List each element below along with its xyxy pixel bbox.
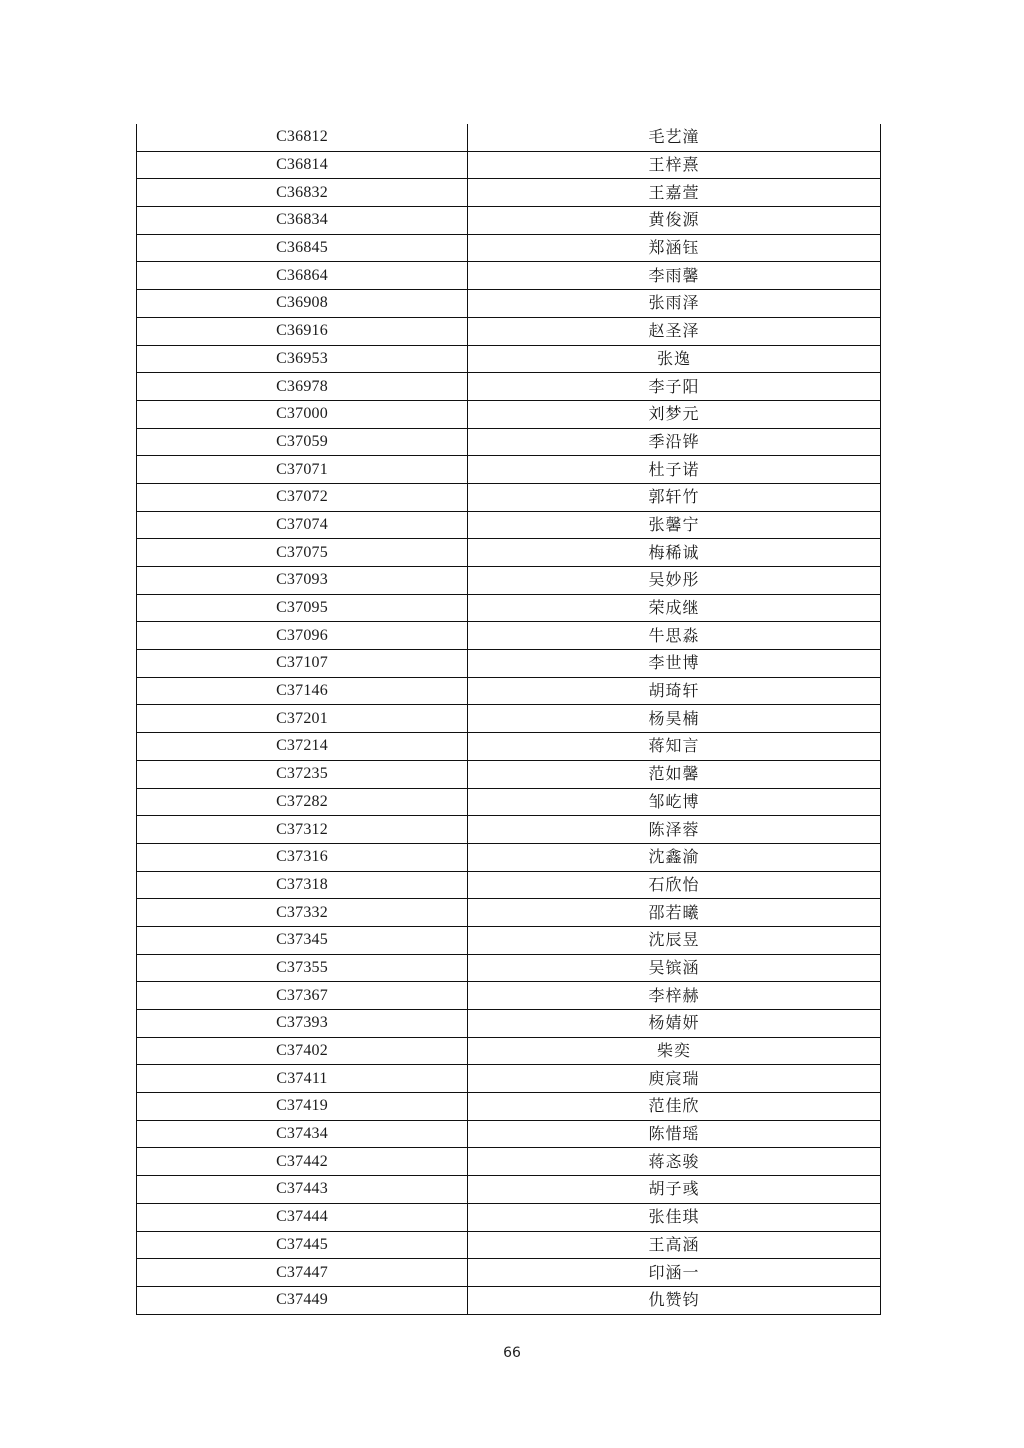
candidate-name-cell: 陈惜瑶 bbox=[468, 1120, 881, 1148]
table-row bbox=[137, 1010, 881, 1038]
table-row bbox=[137, 124, 881, 151]
candidate-id-cell: C37318 bbox=[137, 871, 468, 899]
candidate-id-cell: C37447 bbox=[137, 1259, 468, 1287]
table-row bbox=[137, 317, 881, 345]
candidate-name-cell: 胡子彧 bbox=[468, 1176, 881, 1204]
table-row bbox=[137, 1176, 881, 1204]
table-row bbox=[137, 760, 881, 788]
candidate-id-cell: C37419 bbox=[137, 1093, 468, 1121]
candidate-name-cell: 蒋忞骏 bbox=[468, 1148, 881, 1176]
candidate-name-cell: 李子阳 bbox=[468, 373, 881, 401]
candidate-id-cell: C37201 bbox=[137, 705, 468, 733]
table-row bbox=[137, 179, 881, 207]
candidate-id-cell: C37072 bbox=[137, 483, 468, 511]
candidate-id-cell: C36864 bbox=[137, 262, 468, 290]
table-row bbox=[137, 733, 881, 761]
candidate-name-cell: 李世博 bbox=[468, 650, 881, 678]
candidate-name-cell: 毛艺潼 bbox=[468, 124, 881, 151]
candidate-id-cell: C37411 bbox=[137, 1065, 468, 1093]
candidate-id-cell: C37074 bbox=[137, 511, 468, 539]
candidate-id-cell: C37449 bbox=[137, 1286, 468, 1314]
candidate-id-cell: C37059 bbox=[137, 428, 468, 456]
candidate-name-cell: 荣成继 bbox=[468, 594, 881, 622]
table-row bbox=[137, 207, 881, 235]
candidate-id-cell: C36845 bbox=[137, 234, 468, 262]
candidate-name-cell: 邹屹博 bbox=[468, 788, 881, 816]
candidate-name-cell: 范佳欣 bbox=[468, 1093, 881, 1121]
candidate-name-cell: 印涵一 bbox=[468, 1259, 881, 1287]
roster-table-body bbox=[137, 124, 881, 1314]
candidate-id-cell: C36916 bbox=[137, 317, 468, 345]
table-row bbox=[137, 373, 881, 401]
candidate-name-cell: 沈鑫渝 bbox=[468, 843, 881, 871]
candidate-name-cell: 胡琦轩 bbox=[468, 677, 881, 705]
candidate-name-cell: 范如馨 bbox=[468, 760, 881, 788]
table-row bbox=[137, 1093, 881, 1121]
candidate-name-cell: 杨昊楠 bbox=[468, 705, 881, 733]
table-row bbox=[137, 594, 881, 622]
candidate-id-cell: C37075 bbox=[137, 539, 468, 567]
candidate-id-cell: C37000 bbox=[137, 400, 468, 428]
table-row bbox=[137, 843, 881, 871]
table-row bbox=[137, 262, 881, 290]
page-number: 66 bbox=[503, 1345, 521, 1361]
table-row bbox=[137, 428, 881, 456]
table-row bbox=[137, 1231, 881, 1259]
candidate-name-cell: 张雨泽 bbox=[468, 290, 881, 318]
candidate-id-cell: C37345 bbox=[137, 926, 468, 954]
candidate-id-cell: C37095 bbox=[137, 594, 468, 622]
table-row bbox=[137, 1120, 881, 1148]
candidate-name-cell: 郑涵钰 bbox=[468, 234, 881, 262]
candidate-id-cell: C36953 bbox=[137, 345, 468, 373]
candidate-name-cell: 刘梦元 bbox=[468, 400, 881, 428]
candidate-id-cell: C36812 bbox=[137, 124, 468, 151]
table-row bbox=[137, 1148, 881, 1176]
candidate-name-cell: 吴妙彤 bbox=[468, 567, 881, 595]
candidate-id-cell: C37071 bbox=[137, 456, 468, 484]
candidate-id-cell: C37312 bbox=[137, 816, 468, 844]
candidate-id-cell: C37316 bbox=[137, 843, 468, 871]
table-row bbox=[137, 1286, 881, 1314]
table-row bbox=[137, 705, 881, 733]
candidate-name-cell: 王梓熹 bbox=[468, 151, 881, 179]
candidate-id-cell: C36814 bbox=[137, 151, 468, 179]
table-row bbox=[137, 816, 881, 844]
candidate-name-cell: 张逸 bbox=[468, 345, 881, 373]
candidate-id-cell: C36832 bbox=[137, 179, 468, 207]
candidate-id-cell: C37445 bbox=[137, 1231, 468, 1259]
candidate-id-cell: C36834 bbox=[137, 207, 468, 235]
table-row bbox=[137, 926, 881, 954]
candidate-name-cell: 黄俊源 bbox=[468, 207, 881, 235]
candidate-id-cell: C37096 bbox=[137, 622, 468, 650]
candidate-id-cell: C37093 bbox=[137, 567, 468, 595]
table-row bbox=[137, 456, 881, 484]
candidate-name-cell: 王嘉萱 bbox=[468, 179, 881, 207]
roster-table bbox=[136, 124, 881, 1315]
table-row bbox=[137, 788, 881, 816]
candidate-id-cell: C37444 bbox=[137, 1203, 468, 1231]
candidate-id-cell: C37235 bbox=[137, 760, 468, 788]
table-row bbox=[137, 982, 881, 1010]
table-row bbox=[137, 345, 881, 373]
candidate-name-cell: 陈泽蓉 bbox=[468, 816, 881, 844]
candidate-name-cell: 张佳琪 bbox=[468, 1203, 881, 1231]
table-row bbox=[137, 1065, 881, 1093]
table-row bbox=[137, 567, 881, 595]
candidate-name-cell: 邵若曦 bbox=[468, 899, 881, 927]
candidate-name-cell: 蒋知言 bbox=[468, 733, 881, 761]
candidate-name-cell: 李梓赫 bbox=[468, 982, 881, 1010]
table-row bbox=[137, 677, 881, 705]
candidate-id-cell: C37443 bbox=[137, 1176, 468, 1204]
candidate-name-cell: 杜子诺 bbox=[468, 456, 881, 484]
candidate-id-cell: C37355 bbox=[137, 954, 468, 982]
table-row bbox=[137, 151, 881, 179]
table-row bbox=[137, 622, 881, 650]
candidate-id-cell: C37434 bbox=[137, 1120, 468, 1148]
candidate-id-cell: C37332 bbox=[137, 899, 468, 927]
candidate-id-cell: C37282 bbox=[137, 788, 468, 816]
candidate-id-cell: C37146 bbox=[137, 677, 468, 705]
candidate-name-cell: 王高涵 bbox=[468, 1231, 881, 1259]
candidate-name-cell: 李雨馨 bbox=[468, 262, 881, 290]
table-row bbox=[137, 234, 881, 262]
candidate-name-cell: 吴镔涵 bbox=[468, 954, 881, 982]
candidate-name-cell: 张馨宁 bbox=[468, 511, 881, 539]
candidate-id-cell: C36908 bbox=[137, 290, 468, 318]
candidate-id-cell: C37442 bbox=[137, 1148, 468, 1176]
table-row bbox=[137, 483, 881, 511]
table-row bbox=[137, 511, 881, 539]
candidate-id-cell: C37214 bbox=[137, 733, 468, 761]
table-row bbox=[137, 400, 881, 428]
candidate-name-cell: 梅稀诚 bbox=[468, 539, 881, 567]
candidate-name-cell: 沈辰昱 bbox=[468, 926, 881, 954]
table-row bbox=[137, 1203, 881, 1231]
table-row bbox=[137, 650, 881, 678]
candidate-name-cell: 杨婧妍 bbox=[468, 1010, 881, 1038]
candidate-name-cell: 季沿铧 bbox=[468, 428, 881, 456]
table-row bbox=[137, 871, 881, 899]
candidate-name-cell: 柴奕 bbox=[468, 1037, 881, 1065]
candidate-id-cell: C37107 bbox=[137, 650, 468, 678]
table-row bbox=[137, 899, 881, 927]
candidate-name-cell: 郭轩竹 bbox=[468, 483, 881, 511]
candidate-name-cell: 庾宸瑞 bbox=[468, 1065, 881, 1093]
table-row bbox=[137, 539, 881, 567]
candidate-id-cell: C37402 bbox=[137, 1037, 468, 1065]
candidate-name-cell: 牛思淼 bbox=[468, 622, 881, 650]
table-row bbox=[137, 1259, 881, 1287]
table-row bbox=[137, 290, 881, 318]
candidate-name-cell: 赵圣泽 bbox=[468, 317, 881, 345]
table-row bbox=[137, 1037, 881, 1065]
candidate-name-cell: 石欣怡 bbox=[468, 871, 881, 899]
candidate-name-cell: 仇赞钧 bbox=[468, 1286, 881, 1314]
table-row bbox=[137, 954, 881, 982]
candidate-id-cell: C36978 bbox=[137, 373, 468, 401]
candidate-id-cell: C37393 bbox=[137, 1010, 468, 1038]
candidate-id-cell: C37367 bbox=[137, 982, 468, 1010]
